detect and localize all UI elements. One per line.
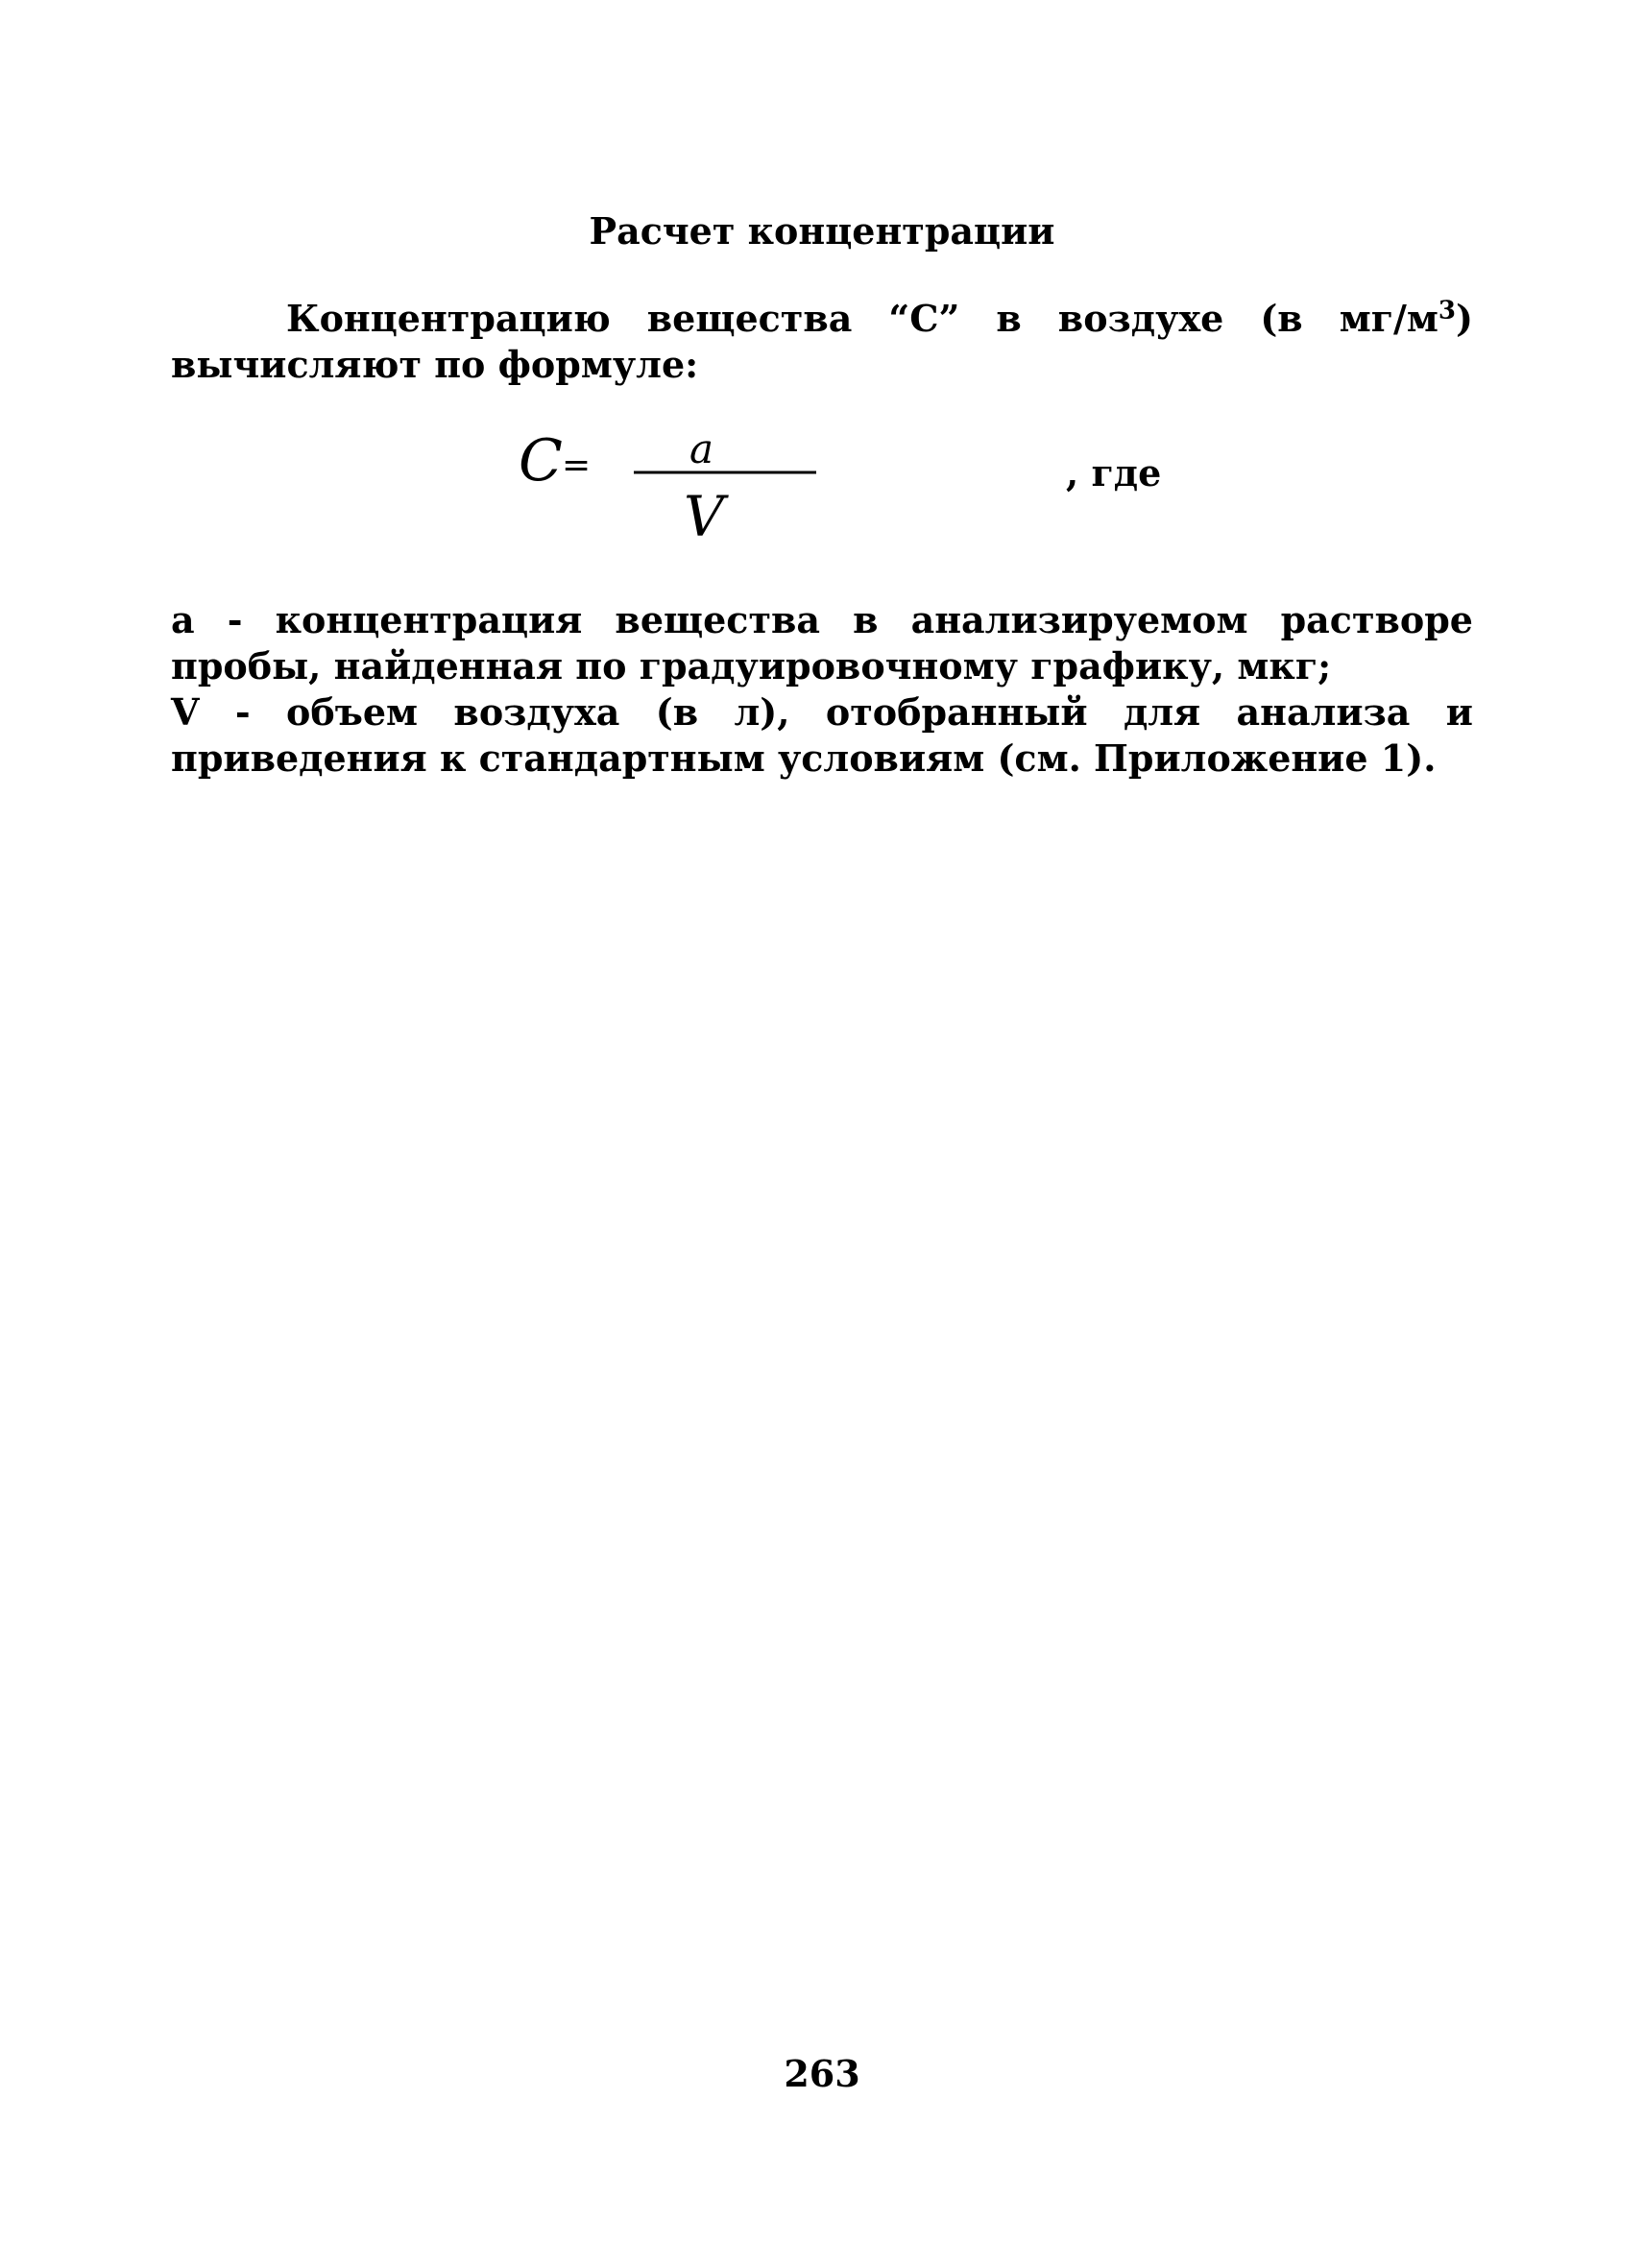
definitions (171, 597, 1473, 782)
formula-where: , где (1066, 451, 1162, 495)
handwritten-formula (519, 422, 883, 557)
intro-paragraph (171, 296, 1473, 388)
formula-numerator: a (689, 425, 714, 472)
definition-a: а - концентрация вещества в анализируемом растворе пробы, найденная по градуировочному графику, мкг; (171, 598, 1473, 688)
formula-denominator: V (684, 484, 724, 549)
intro-superscript: 3 (1438, 296, 1457, 326)
intro-text-2: ) вычисляют по формуле: (171, 297, 1473, 386)
formula-equals: = (562, 446, 592, 485)
definition-v: V - объем воздуха (в л), отобранный для анализа и приведения к стандартным условиям (см. Приложение 1). (171, 690, 1473, 780)
intro-text-1: Концентрацию вещества “С” в воздухе (в мг/м (286, 297, 1438, 340)
section-title: Расчет концентрации (589, 209, 1055, 253)
formula-lhs: C (519, 427, 563, 495)
page-number: 263 (784, 2052, 860, 2095)
